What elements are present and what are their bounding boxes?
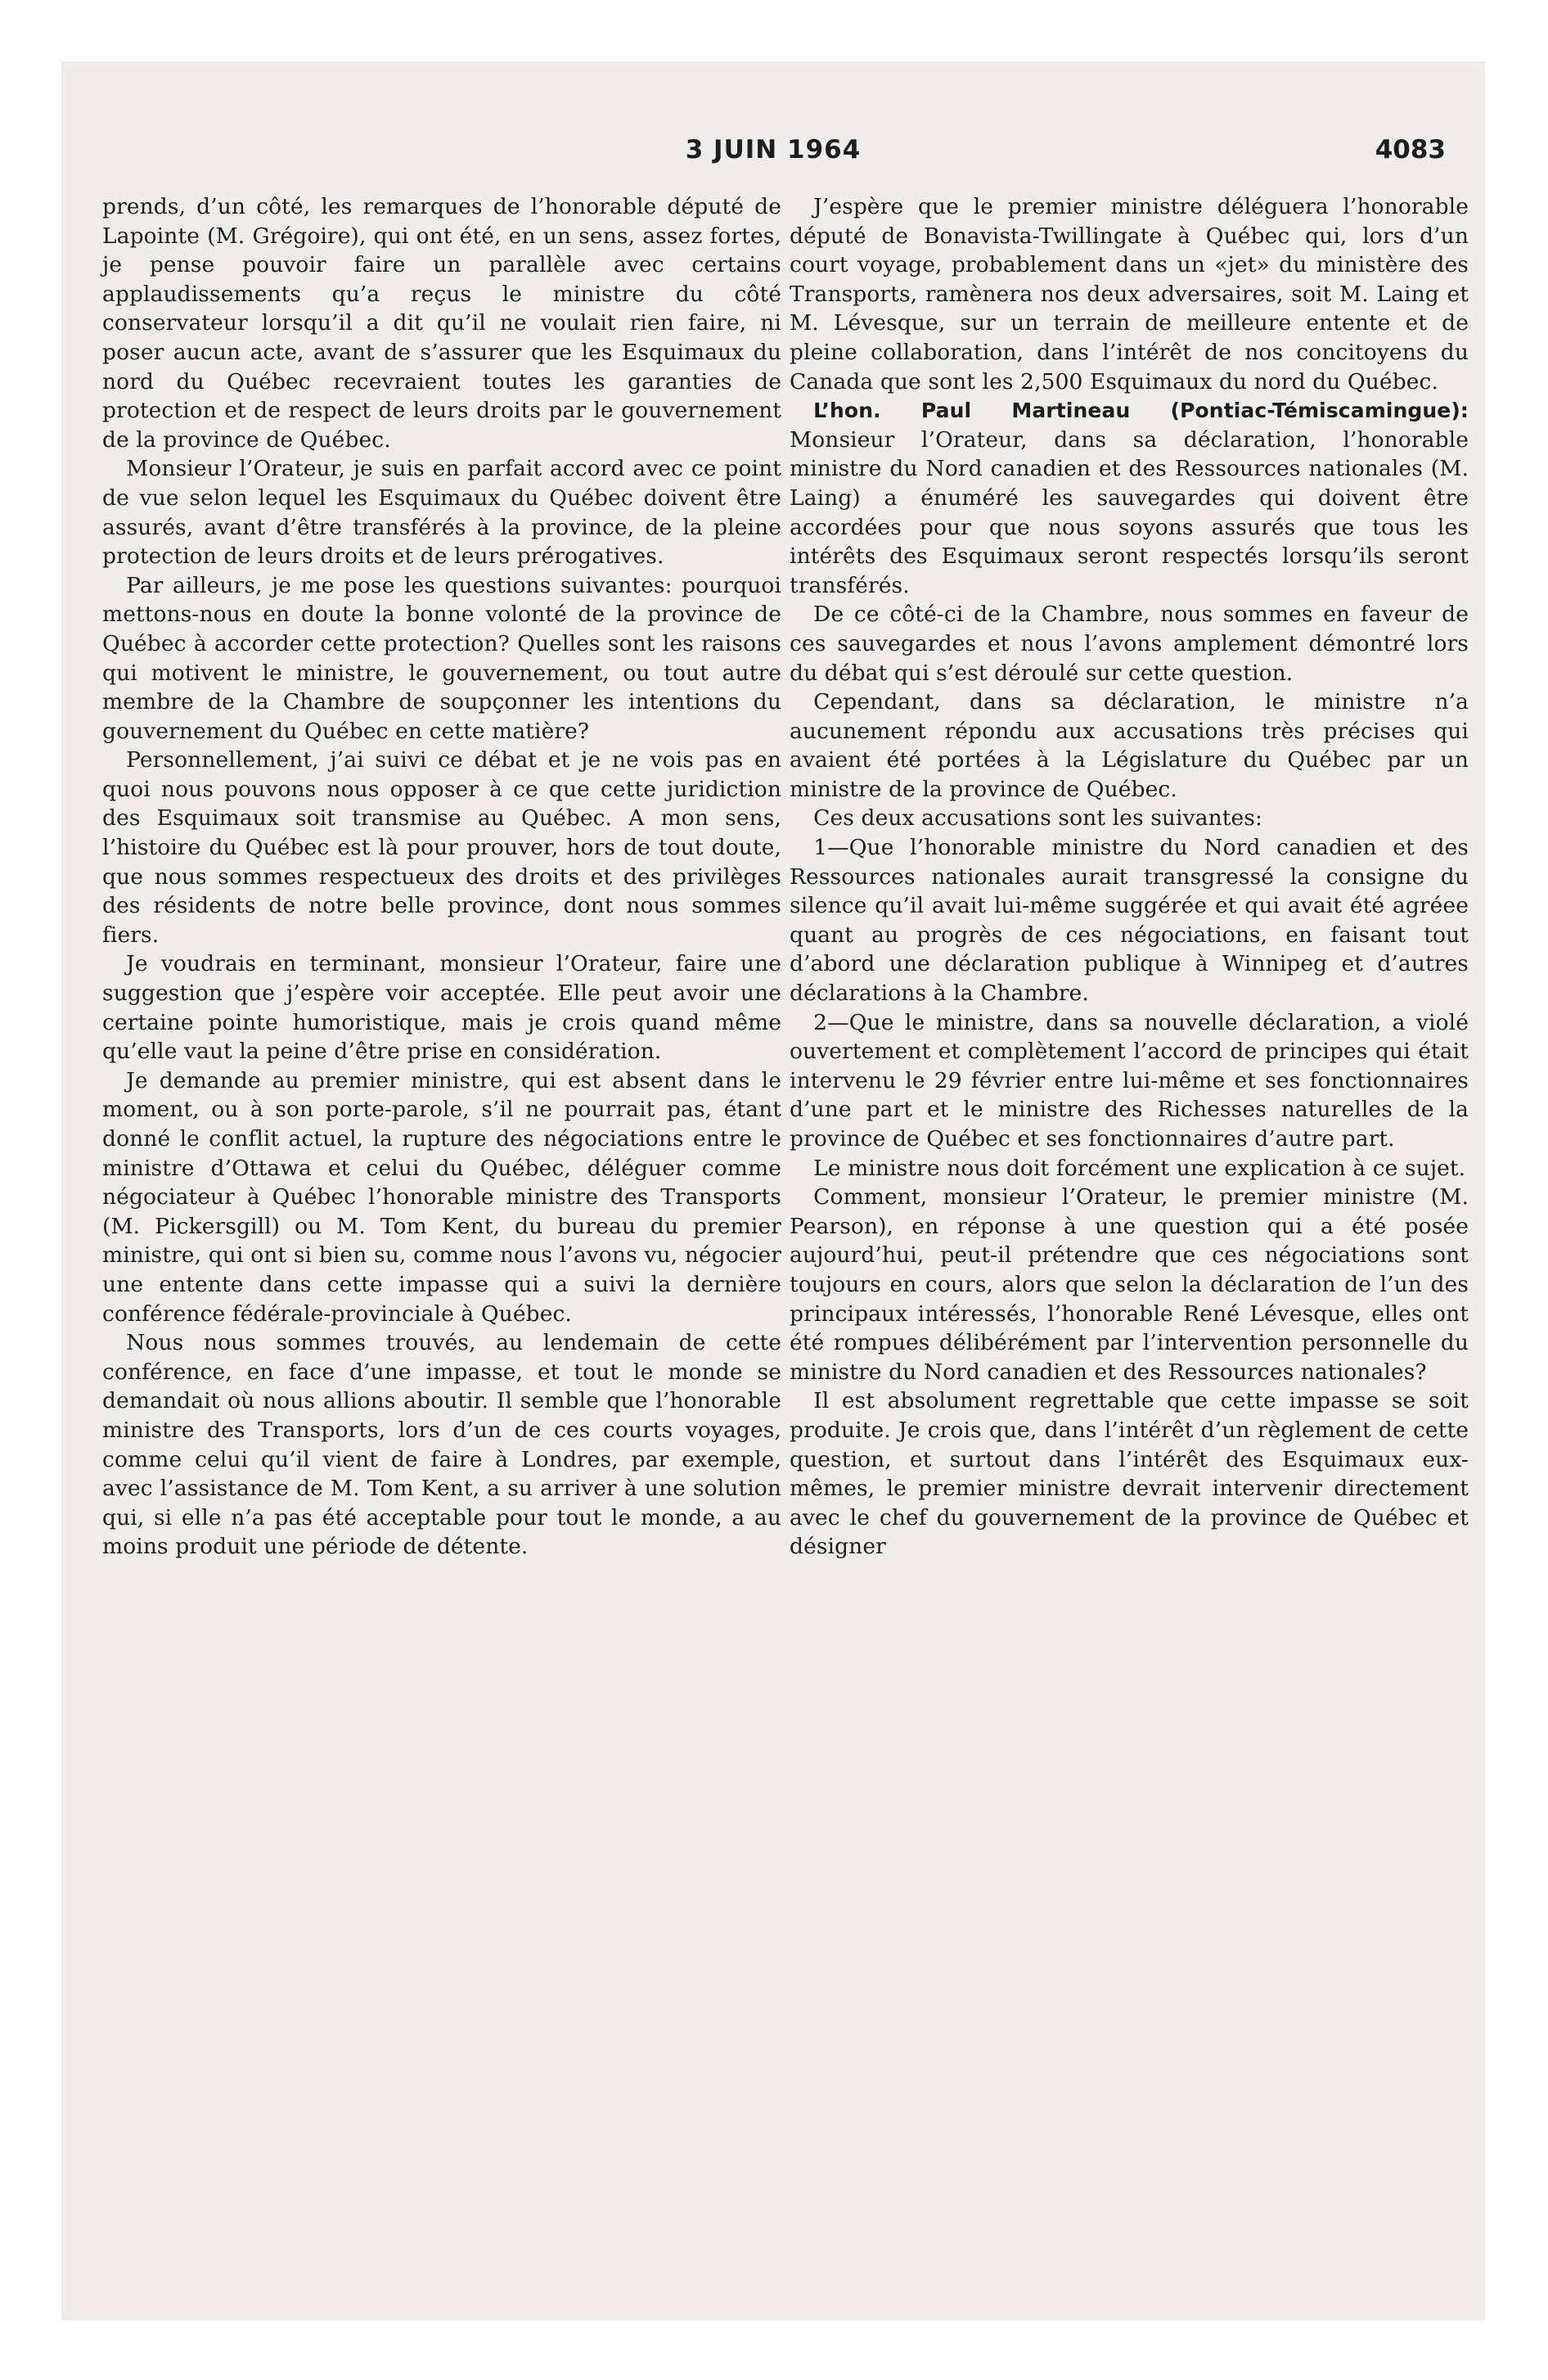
paragraph: Je demande au premier ministre, qui est absent dans le moment, ou à son porte-parole, s’il ne pourrait pas, étant donné le conflit actuel, la rupture des négociations entre le ministre d’Ottawa et celui du Québec, déléguer comme négociateur à Québec l’honorable ministre des Transports (M. Pickersgill) ou M. Tom Kent, du bureau du premier ministre, qui ont si bien su, comme nous l’avons vu, négocier une entente dans cette impasse qui a suivi la dernière conférence fédérale-provinciale à Québec.: [102, 1067, 781, 1327]
speaker-name: L’hon. Paul Martineau (Pontiac-Témiscamingue):: [813, 399, 1469, 423]
page-number: 4083: [1375, 135, 1446, 165]
paragraph: Je voudrais en terminant, monsieur l’Orateur, faire une suggestion que j’espère voir acceptée. Elle peut avoir une certaine pointe humoristique, mais je crois quand même qu’elle vaut la peine d’être prise en considération.: [102, 951, 781, 1065]
paragraph: Il est absolument regrettable que cette impasse se soit produite. Je crois que, dans l’intérêt d’un règlement de cette question, et surtout dans l’intérêt des Esquimaux eux-mêmes, le premier ministre devrait intervenir directement avec le chef du gouvernement de la province de Québec et désigner: [790, 1388, 1469, 1560]
page-date: 3 JUIN 1964: [685, 135, 862, 165]
paragraph: Ces deux accusations sont les suivantes:: [813, 805, 1263, 832]
paragraph: Comment, monsieur l’Orateur, le premier ministre (M. Pearson), en réponse à une question qui a été posée aujourd’hui, peut-il prétendre que ces négociations sont toujours en cours, alors que selon la déclaration de l’un des principaux intéressés, l’honorable René Lévesque, elles ont été rompues délibérément par l’intervention personnelle du ministre du Nord canadien et des Ressources nationales?: [790, 1184, 1469, 1385]
paragraph: Le ministre nous doit forcément une explication à ce sujet.: [813, 1155, 1466, 1181]
paragraph: Nous nous sommes trouvés, au lendemain de cette conférence, en face d’une impasse, et tout le monde se demandait où nous allions aboutir. Il semble que l’honorable ministre des Transports, lors d’un de ces courts voyages, comme celui qu’il vient de faire à Londres, par exemple, avec l’assistance de M. Tom Kent, a su arriver à une solution qui, si elle n’a pas été acceptable pour tout le monde, a au moins produit une période de détente.: [102, 1330, 781, 1560]
left-column: [102, 192, 781, 1562]
speaker-text: Monsieur l’Orateur, dans sa déclaration, l’honorable ministre du Nord canadien et des Ressources nationales (M. Laing) a énuméré les sauvegardes qui doivent être accordées pour que nous soyons assurés que tous les intérêts des Esquimaux seront respectés lorsqu’ils seront transférés.: [790, 426, 1469, 598]
paragraph: Par ailleurs, je me pose les questions suivantes: pourquoi mettons-nous en doute la bonne volonté de la province de Québec à accorder cette protection? Quelles sont les raisons qui motivent le ministre, le gouvernement, ou tout autre membre de la Chambre de soupçonner les intentions du gouvernement du Québec en cette matière?: [102, 572, 781, 744]
paragraph: 2—Que le ministre, dans sa nouvelle déclaration, a violé ouvertement et complètement l’accord de principes qui était intervenu le 29 février entre lui-même et ses fonctionnaires d’une part et le ministre des Richesses naturelles de la province de Québec et ses fonctionnaires d’autre part.: [790, 1009, 1469, 1152]
hansard-page: [61, 61, 1485, 2320]
paragraph: prends, d’un côté, les remarques de l’honorable député de Lapointe (M. Grégoire), qui ont été, en un sens, assez fortes, je pense pouvoir faire un parallèle avec certains applaudissements qu’a reçus le ministre du côté conservateur lorsqu’il a dit qu’il ne voulait rien faire, ni poser aucun acte, avant de s’assurer que les Esquimaux du nord du Québec recevraient toutes les garanties de protection et de respect de leurs droits par le gouvernement de la province de Québec.: [102, 194, 781, 453]
paragraph: 1—Que l’honorable ministre du Nord canadien et des Ressources nationales aurait transgressé la consigne du silence qu’il avait lui-même suggérée et qui avait été agréee quant au progrès de ces négociations, en faisant tout d’abord une déclaration publique à Winnipeg et d’autres déclarations à la Chambre.: [790, 835, 1469, 1007]
paragraph: De ce côté-ci de la Chambre, nous sommes en faveur de ces sauvegardes et nous l’avons amplement démontré lors du débat qui s’est déroulé sur cette question.: [790, 602, 1469, 686]
paragraph: Cependant, dans sa déclaration, le ministre n’a aucunement répondu aux accusations très précises qui avaient été portées à la Législature du Québec par un ministre de la province de Québec.: [790, 689, 1469, 802]
paragraph: Monsieur l’Orateur, je suis en parfait accord avec ce point de vue selon lequel les Esquimaux du Québec doivent être assurés, avant d’être transférés à la province, de la pleine protection de leurs droits et de leurs prérogatives.: [102, 456, 781, 570]
running-header: [61, 135, 1485, 176]
speaker-paragraph: [790, 396, 1469, 600]
right-column: [790, 192, 1469, 1562]
paragraph: J’espère que le premier ministre déléguera l’honorable député de Bonavista-Twillingate à Québec qui, lors d’un court voyage, probablement dans un «jet» du ministère des Transports, ramènera nos deux adversaires, soit M. Laing et M. Lévesque, sur un terrain de meilleure entente et de pleine collaboration, dans l’intérêt de nos concitoyens du Canada que sont les 2,500 Esquimaux du nord du Québec.: [790, 194, 1469, 394]
paragraph: Personnellement, j’ai suivi ce débat et je ne vois pas en quoi nous pouvons nous opposer à ce que cette juridiction des Esquimaux soit transmise au Québec. A mon sens, l’histoire du Québec est là pour prouver, hors de tout doute, que nous sommes respectueux des droits et des privilèges des résidents de notre belle province, dont nous sommes fiers.: [102, 747, 781, 948]
